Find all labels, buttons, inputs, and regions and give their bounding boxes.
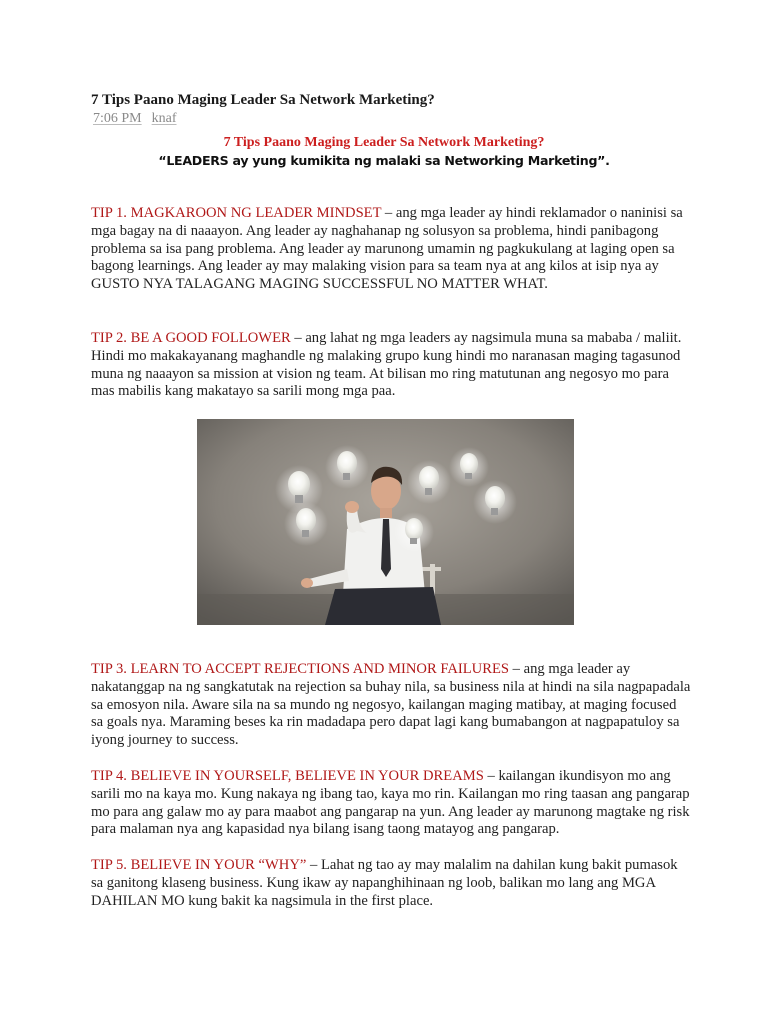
tip-5 bbox=[91, 857, 691, 910]
tip-1 bbox=[91, 205, 691, 294]
tip-4-heading: TIP 4. BELIEVE IN YOURSELF, BELIEVE IN YOUR DREAMS bbox=[91, 768, 484, 784]
post-title: 7 Tips Paano Maging Leader Sa Network Marketing? bbox=[91, 92, 435, 108]
tip-3-body: – ang mga leader ay nakatanggap na ng sangkatutak na rejection sa buhay nila, sa business nila at hindi na sila nagpapadala sa emosyon nila. Aware sila na sa mundo ng negosyo, kailangan maging matibay, at maging focused sa goals nya. Maraming beses ka rin madadapa pero dapat lagi kang bumabangon at nagpapatuloy sa iyong journey to success. bbox=[91, 661, 691, 749]
man-juggling-lightbulbs-photo bbox=[197, 419, 574, 625]
tip-1-heading: TIP 1. MAGKAROON NG LEADER MINDSET bbox=[91, 205, 382, 221]
tip-4 bbox=[91, 768, 691, 839]
post-time-link[interactable]: 7:06 PM bbox=[93, 111, 142, 126]
post-meta bbox=[93, 111, 177, 127]
tip-4-body: – kailangan ikundisyon mo ang sarili mo na kaya mo. Kung nakaya ng ibang tao, kaya mo rin. Kailangan mo ring taasan ang pangarap mo para ang galaw mo ay para maabot ang pangarap na yun. Ang leader ay marunong magtake ng risk para malaman nya ang kapasidad nya bilang isang taong matayog ang pangarap. bbox=[91, 768, 690, 838]
center-title: 7 Tips Paano Maging Leader Sa Network Marketing? bbox=[223, 135, 545, 150]
center-quote: “LEADERS ay yung kumikita ng malaki sa Networking Marketing”. bbox=[158, 153, 610, 168]
tip-3-heading: TIP 3. LEARN TO ACCEPT REJECTIONS AND MINOR FAILURES bbox=[91, 661, 509, 677]
tip-2-heading: TIP 2. BE A GOOD FOLLOWER bbox=[91, 330, 291, 346]
tip-5-body: – Lahat ng tao ay may malalim na dahilan kung bakit pumasok sa ganitong klaseng business. Kung ikaw ay napanghihinaan ng loob, balikan mo lang ang MGA DAHILAN MO kung bakit ka nagsimula in the first place. bbox=[91, 857, 678, 909]
tip-2-body: – ang lahat ng mga leaders ay nagsimula muna sa mababa / maliit. Hindi mo makakayanang maghandle ng malaking grupo kung hindi mo naranasan maging tagasunod muna ng naaayon sa mission at vision ng team. At bilisan mo ring matutunan ang negosyo mo para mas mabilis kang makatayo sa sarili mong mga paa. bbox=[91, 330, 682, 400]
tip-1-body: – ang mga leader ay hindi reklamador o naninisi sa mga bagay na di naaayon. Ang leader ay naghahanap ng solusyon sa problema, hindi panibagong problema sa isa pang problema. Ang leader ay marunong umamin ng pagkukulang at laging open sa bagong learnings. Ang leader ay may malaking vision para sa team nya at ang kilos at isip nya ay GUSTO NYA TALAGANG MAGING SUCCESSFUL NO MATTER WHAT. bbox=[91, 205, 683, 293]
tip-3 bbox=[91, 661, 691, 750]
tip-5-heading: TIP 5. BELIEVE IN YOUR “WHY” bbox=[91, 857, 307, 873]
tip-2 bbox=[91, 330, 691, 401]
post-author-link[interactable]: knaf bbox=[151, 111, 177, 126]
